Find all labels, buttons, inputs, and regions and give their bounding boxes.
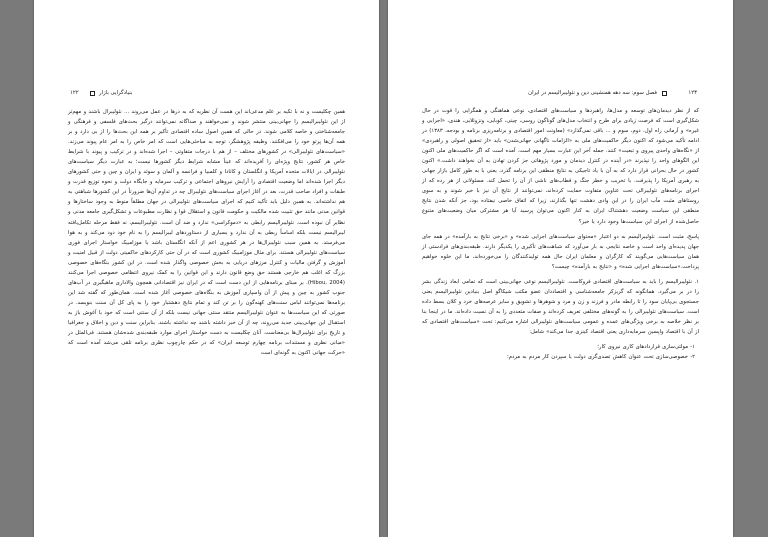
list-item: ۲- خصوصی‌سازی تحت عنوان کاهش تصدی‌گری دولت یا سپردن کار مردم به مردم؛	[507, 354, 695, 361]
header-square-icon	[90, 91, 95, 96]
right-page-body	[422, 106, 699, 362]
left-running-title: بنیادگرایی بازار	[99, 90, 133, 96]
left-page-body	[68, 107, 345, 363]
right-paragraph: پاسخ، مثبت است. نئولیبرالیسم به دو اعتبار «محتوای سیاست‌های اجرایی شده» و «برخی نتایج به بارآمده» در همه جای جهان پدیده‌ای واحد است و خاصه نتایجی به بار می‌آورد که شباهت‌های تأکیری را یکدیگر دارند. طبقه‌بندی‌های فرادستی از همان سیاست‌هایی می‌گویند که کارگران و معلمان ایران حال همه تولیدکنندگان را می‌خورده‌اند، ما این خلوه خواهیم پرداخت.«سیاست‌های اجرایی شده» و «نتایج به بارآمده» چیست؟	[422, 233, 699, 270]
left-paragraph: همین چکلیست و نه با تکیه بر علم مدعی‌اند این هست آن نظریه که به درها در عمل می‌روند ... نئولیبرال باشند و مهم‌تر از این نئولیبرالیسم را جهانی‌بینی منتشر شوند و نمی‌خواهند و صداگانه نمی‌توانند درگیر بحث‌های فلسفی و فرهنگی و جامعه‌شناختی و خاصه کلامی شوند. در حالی که همین اصول ساده اقتصادی تأکیر بر همه این بحث‌ها را از بی دارد و بر همه آن‌ها پرتو خود را می‌افکنند. وظیفه پژوهشگر، توجه به مباحثی‌هایی است که امر خاص را به امر عام پیوند می‌زند. «سیاست‌های نئولیبرالی» در کشورهای مختلف – از هم با درجات متفاوتی – اجرا شده‌اند و در ترکیب و پیوند با شرایط خاص هر کشور، نتایج ویژه‌ای را آفریده‌اند که عیناً مشابه شرایط دیگر کشورها نیست؛ به عبارت دیگر سیاست‌های نئولیبرالی در ایالات متحده آمریکا و انگلستان و کانادا و کلمبیا و فرانسه و آلمان و سوئد و ایران و چین و حتی کشورهای دیگر اجرا شده‌اند اما وضعیت اقتصادی را آرایش نیروهای اجتماعی و ترکیب سرمایه و جایگاه دولت و نحوه توزیع قدرت و طبقات و افراد صاحب قدرت، بعد در آغاز اجرای سیاست‌های نئولیبرال چه در تداوم آن‌ها ضرورتاً در این کشورها شباهتی به هم نداشته‌اند. به همین دلیل باید تأکید کنیم که اجرای سیاست‌های نئولیبرالی در جهان مطلقاً منوط به وجود ساختارها و قوانین مدنی مانند حق تثبیت شده مالکیت و حکومت قانون و استقلال قوا و نظارت مطبوعات و تشکل‌گیری جامعه مدنی و نظایر آن نبوده است. نئولیبرالیسم رابطی به «دموکراسی» ندارد و ضد آن است. نئولیبرالیسم، نه فقط مرحله تکامل‌یافته لیبرالیسم نیست بلکه اساساً ربطی به آن ندارد و بسیاری از دستاوردهای لیبرالیسم را به نام خود دود می‌کند و به هوا می‌فرستد. به همین سبب نئولیبرال‌ها در هر کشوری اعم از آنکه انگلستان باشد یا موزامبیک خواستار اجرای فوری سیاست‌های نئولیبرالی هستند. برای مثال موزامبیک کشوری است که در آن حتی کارکردهای حاکمیتی دولت از قبیل امنیت و آموزش و گرفتن مالیات و کنترل مرزهای دریایی به بخش خصوصی واگذار شده است. در این کشور بنگاه‌های خصوصی بزرگ که اغلب هم خارجی هستند حق وضع قانون دارند و این قوانین را به کمک نیروی انتظامی خصوصی اجرا می‌کنند (Hibou, 2004). بر مبنای برنامه‌هایی از این دست است که در ایران نیز اقتصادانی همچون والاداری ماهیگیری در آب‌های جنوب کشور به چین و پیش از آن واسپاری آموزش به بنگاه‌های خصوصی آغاز شده است. همان‌طور که گفته شد این برنامه‌ها نمی‌توانند لباس سنت‌های کهنه‌گون را بر تن کند و تمام نتایج دهشتبار خود را به پای کل آن سنت بنویسد. در صورتی که این سیاست‌ها به عنوان نئولیبرالیسم منتقد سنتی جهانی نیست بلکه از آن سنتی است که خود با آغوش باز به استقبال این جهانی‌بینی جدید می‌روند، چه از آن خبر داشته باشند چه نداشته باشند. بنابراین سنت و دین و اخلاق و جغرافیا و تاریخ برای نئولیبرال‌ها بی‌معناست. آنان چکلیست به دست خواستار اجرای موارد طبقه‌بندی شده‌شان هستند. فی‌المثل در «مبانی نظری و مستندات برنامه چهارم توسعه ایران» که در حکم چارچوب نظری برنامه تلقی می‌شد آمده است که «حرکت جهانی اکنون به گونه‌ای است	[68, 109, 345, 357]
right-paragraph: ۱. نئولیبرالیسم را باید به سیاست‌های اقتصادی فروکاست. نئولیبرالیسم نوعی جهانی‌بینی است که تمامی ابعاد زندگی بشر را در بر می‌گیرد. همانگونه که گریزکر جامعه‌شناسی و اقتصاددان عضو مکتب شیکاگو اصل بنیادین نئولیبرالیسم یعنی جستجوی بی‌پایان سود را تا رابطه مادر و فرزند و زن و مرد و شوهرها و تشویق و سایر عرصه‌های خرد و کلان بسط داده است. سیاست‌های نئولیبرالی را به گونه‌های مختلفی تعریف کرده‌اند و صفات متعددی را به آن نسبت داده‌اند. ما در اینجا بنا بر نظر خلاصه به برخی ویژگی‌های عمده و عمومی سیاست‌های نئولیبرالی اشاره می‌کنیم: تحت «سیاست‌های اقتصادی که از آن با اقتصاد واپسین سرمایه‌داری یعنی اقتصاد کینزی جدا می‌کند» شامل:	[422, 278, 699, 335]
right-paragraph: که از نظر دیدمان‌های توسعه و مدل‌ها، راهبردها و سیاست‌های اقتصادی، نوعی هماهنگی و همگرایی را قوت در حال شکل‌گیری است که فرصت زیادی برای طرح و انتخاب مدل‌های گوناگون روسی، چینی، کوبایی، ونزوئلایی، هندی، «اجرایی و غیره» و آرمانی راه اول، دوم، سوم و ... باقی نمی‌گذارد» (معاونت امور اقتصادی و برنامه‌ریزی برنامه و بودجه، ۱۳۸۳) در ادامه تأکید می‌شود که اکنون دیگر حاکمیت‌های ملی به «الزامات ناگهانی جهانی‌شدن» باید «از تحقیق اصولی و راهبردی» از «نگاه‌های واحدی پیروی و تبعیت» کنند. جمله آخر این عبارت بسیار مهم است. آمده است که اگر حاکمیت‌های ملی اکنون این الگوهای واحد را نپذیرند «در آینده در کنترل دیدمان و مورد پژوهاتی جز کردن تهادن به آن نخواهند داشت.» اکنون کشور در حال بحرانی قرار دارد که به آن با یاد تاجیکی به نتایج منطقی این برنامه گذرد، یعنی با به طور کامل بازار جهانی به رهبری آمریکا را پذیرفت. با تخریب و خطر جنگ و قطاب‌های ناشی از آن را تحمل کند. مسئولانی از هر رده که از اجرای برنامه‌های نئولیبرالی تحت عناوین متفاوت حمایت کرده‌اند، نمی‌توانند از نتایج آن نیز با خبر شوند و به سوی روستاهای مثبت مآب ایران را در این وادی دهشت تنها بگذارند، زیرا که اتفاق خاصی نیفتاده بود، جز آنکه شدن نتایج منطقی این سیاست وضعیت دهشتناک ایران به کنار اکنون می‌توان پرسید آیا هر مشترکی میان وضعیت‌های متنوع حاصل‌شده از اجرای این سیاست‌ها وجود دارد یا خیر؟	[422, 108, 699, 225]
right-page-header	[388, 90, 733, 102]
right-page	[388, 0, 733, 537]
list-item: ۱- مولتی‌سازی قراردادهای کاری نیروی کار؛	[597, 344, 695, 351]
right-running-title: فصل سوم: سه دهه همنشینی دین و نئولیبرالیسم در ایران	[528, 90, 657, 96]
right-page-number: ١٢٣	[688, 90, 697, 96]
left-page-number: ١٢٢	[70, 90, 79, 96]
header-square-icon	[662, 91, 667, 96]
left-page-header	[34, 90, 379, 102]
left-page	[34, 0, 379, 537]
